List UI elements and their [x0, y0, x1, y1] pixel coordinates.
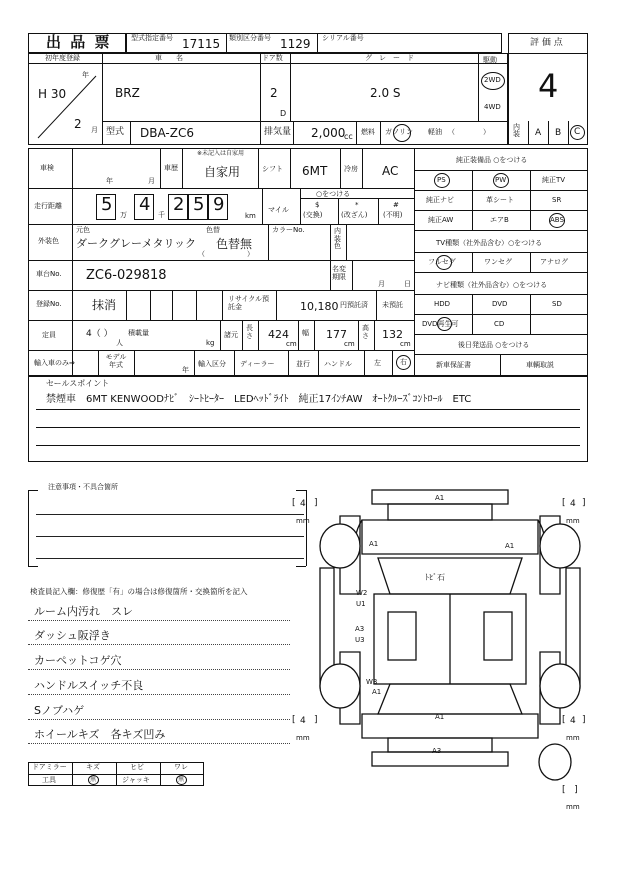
model-label: 型式: [106, 127, 125, 137]
genuine-sr: SR: [552, 196, 562, 204]
car-name-label: 車 名: [155, 54, 183, 62]
interior-a: A: [535, 128, 542, 138]
doors: 2: [270, 86, 278, 100]
grade-label: グ レ ー ド: [365, 54, 414, 62]
tv-oneseg: ワンセグ: [484, 258, 512, 266]
score-value: 4: [538, 67, 559, 105]
model: DBA-ZC6: [140, 126, 194, 140]
title-change-label: 名変期限: [332, 265, 346, 282]
history: 自家用: [204, 165, 241, 179]
note-2: ダッシュ阪浮き: [34, 629, 111, 642]
handle-label: ハンドル: [324, 360, 352, 368]
height-cm: cm: [400, 340, 411, 348]
chassis: ZC6-029818: [86, 268, 167, 283]
capacity: 4（ ）: [86, 329, 113, 339]
mileage-digit-3: 2: [173, 194, 185, 215]
tv-analog: アナログ: [540, 258, 568, 266]
mark-right-front: A1: [505, 542, 515, 550]
type-no-label: 型式指定番号: [131, 34, 173, 42]
fuel-label: 燃料: [361, 128, 375, 136]
mile-circle-note: ○をつける: [316, 190, 351, 198]
interior-c: C: [574, 127, 581, 137]
sales-label: セールスポイント: [46, 379, 110, 388]
dims-label: 諸元: [224, 331, 238, 339]
sales-text: 禁煙車 6MT KENWOODﾅﾋﾞ ｼｰﾄﾋｰﾀｰ LEDﾍｯﾄﾞﾗｲﾄ 純正17ｲﾝﾁAW ｵｰﾄｸﾙｰｽﾞｺﾝﾄﾛｰﾙ ETC: [46, 394, 472, 405]
tire-fl-mm: mm: [296, 517, 310, 525]
note-4: ハンドルスイッチ不良: [34, 679, 144, 692]
length-label: 長さ: [246, 324, 253, 340]
first-reg-era: H 30: [38, 87, 67, 101]
page-title: 出 品 票: [46, 33, 112, 51]
dealer: ディーラー: [240, 360, 275, 368]
genuine-navi: 純正ナビ: [426, 196, 454, 204]
history-note: ※未記入は自家用: [197, 150, 245, 157]
shaken-month: 月: [148, 177, 155, 185]
tire-rl-mm: mm: [296, 734, 310, 742]
length-cm: cm: [286, 340, 297, 348]
shaken-year: 年: [106, 177, 113, 185]
load-label: 積載量: [128, 329, 149, 337]
length: 424: [268, 328, 289, 341]
navi-cd: CD: [494, 320, 505, 328]
mileage-label: 走行距離: [34, 202, 62, 210]
tire-rl-bracket: [: [292, 715, 296, 725]
legend-mirror: ドアミラー: [32, 763, 67, 771]
class-no: 1129: [280, 37, 311, 51]
interior-label: 内装: [513, 123, 520, 138]
legend-scratch: キズ: [86, 763, 100, 771]
unknown-text: (不明): [383, 211, 403, 219]
note-3: カーペットコゲ穴: [34, 654, 122, 667]
tamper-sym: *: [355, 201, 359, 209]
mark-w3: W3: [366, 678, 378, 686]
legend-tools-value: 無: [90, 776, 97, 783]
displacement-label: 排気量: [264, 127, 292, 137]
shaken-label: 車検: [40, 164, 54, 172]
shift-label: シフト: [262, 165, 283, 173]
color-label: 外装色: [38, 237, 59, 245]
mark-front: A1: [435, 494, 445, 502]
title-month: 月: [378, 280, 385, 288]
interior-b: B: [555, 128, 562, 138]
color-paren: （ ）: [198, 250, 254, 258]
genuine-aw: 純正AW: [428, 216, 454, 224]
genuine-abs: ABS: [550, 216, 564, 224]
mark-windshield: ﾄﾋﾞ石: [425, 573, 445, 582]
tire-rl-bracket-r: ]: [314, 715, 318, 725]
later-warranty: 新車保証書: [436, 361, 471, 369]
note-6: ホイールキズ 各キズ凹み: [34, 728, 166, 741]
sales-block: [28, 376, 588, 462]
notes-label: 注意事項・不具合箇所: [48, 483, 118, 491]
title-day: 日: [404, 280, 411, 288]
shift: 6MT: [302, 164, 328, 178]
tire-rr-mm: mm: [566, 734, 580, 742]
tire-fl-bracket-r: ]: [314, 498, 318, 508]
cooler: AC: [382, 164, 399, 178]
note-5: Sノブハゲ: [34, 704, 85, 717]
mark-u1: U1: [356, 600, 366, 608]
tv-label: TV種類（社外品含む）○をつける: [436, 239, 543, 247]
cc-unit: cc: [344, 132, 353, 141]
navi-dvd-play: DVD再生可: [422, 320, 459, 328]
chassis-label: 車台No.: [36, 270, 62, 278]
color-change: 色替無: [216, 237, 253, 251]
height: 132: [382, 328, 403, 341]
drive-label: 駆動: [483, 56, 497, 64]
genuine-tv: 純正TV: [542, 176, 566, 184]
width: 177: [326, 328, 347, 341]
fuel-diesel: 軽油: [428, 128, 442, 136]
exchange-text: (交換): [303, 211, 323, 219]
mark-w2: W2: [356, 589, 368, 597]
legend-tools: 工具: [42, 776, 56, 784]
mark-a3: A3: [355, 625, 365, 633]
mileage-digit-2: 4: [139, 194, 151, 215]
tire-fr-mm: mm: [566, 517, 580, 525]
note-1: ルーム内汚れ スレ: [34, 605, 133, 618]
reg-label: 登録No.: [36, 300, 62, 308]
notes-bracket: [28, 490, 306, 566]
genuine-pw: PW: [495, 176, 507, 184]
tire-rl-depth: 4: [300, 716, 306, 726]
legend-crack: ヒビ: [130, 763, 144, 771]
score-label: 評 価 点: [530, 38, 563, 48]
mileage-digit-4: 5: [193, 194, 205, 215]
model-year-suffix: 年: [182, 366, 189, 374]
legend-jack: ジャッキ: [122, 776, 150, 784]
unknown-sym: #: [393, 201, 399, 209]
mark-left-rear: A1: [372, 688, 382, 696]
km-unit: km: [245, 212, 256, 220]
navi-label: ナビ種類（社外品含む）○をつける: [436, 281, 548, 289]
mile-label: マイル: [268, 206, 289, 214]
mark-left-front: A1: [369, 540, 379, 548]
car-name: BRZ: [115, 86, 140, 100]
reg: 抹消: [92, 298, 117, 312]
navi-hdd: HDD: [434, 300, 451, 308]
fuel-other: （ ）: [448, 128, 490, 136]
genuine-ps: PS: [437, 176, 446, 184]
import-label: 輸入車のみ⇒: [34, 359, 75, 367]
tire-rr-bracket-r: ]: [582, 715, 586, 725]
recycle-label: リサイクル預託金: [228, 295, 270, 312]
color-no-field: カラーNo.: [272, 226, 305, 234]
class-no-label: 類別区分番号: [229, 34, 271, 42]
recycle-none: 未預託: [382, 301, 403, 309]
interior-color-label: 内装色: [334, 227, 341, 251]
year-suffix: 年: [82, 71, 89, 79]
color-orig-label: 元色: [76, 226, 90, 234]
inspector-label: 検査員記入欄：修復歴「有」の場合は修復箇所・交換箇所を記入: [30, 587, 248, 596]
genuine-airbag: エアB: [490, 216, 509, 224]
displacement: 2,000: [311, 126, 346, 140]
tire-fl-bracket: [: [292, 498, 296, 508]
parallel: 並行: [296, 360, 310, 368]
kg-unit: kg: [206, 339, 215, 347]
drive-2wd: 2WD: [484, 76, 501, 84]
width-cm: cm: [344, 340, 355, 348]
man-unit: 万: [120, 211, 127, 219]
first-reg-month: 2: [74, 117, 82, 131]
tv-fullseg: フルセグ: [428, 258, 456, 266]
handle-left: 左: [374, 359, 381, 367]
model-year-label: モデル年式: [105, 353, 127, 369]
tire-fr-bracket: [: [562, 498, 566, 508]
cooler-label: 冷房: [344, 165, 358, 173]
grade: 2.0 S: [370, 86, 401, 100]
tire-fr-bracket-r: ]: [582, 498, 586, 508]
tire-rr-depth: 4: [570, 716, 576, 726]
doors-label: ドア数: [262, 54, 283, 62]
person-unit: 人: [116, 339, 123, 347]
legend-jack-value: 無: [178, 776, 185, 783]
mileage-digit-5: 9: [213, 194, 225, 215]
mark-u3: U3: [355, 636, 365, 644]
recycle-deposit: 円預託済: [340, 301, 368, 309]
tire-rr-bracket: [: [562, 715, 566, 725]
type-no: 17115: [182, 37, 221, 51]
spare-mm: mm: [566, 803, 580, 811]
car-diagram: [300, 476, 600, 816]
recycle: 10,180: [300, 300, 339, 313]
month-suffix: 月: [91, 126, 98, 134]
tamper-text: (改ざん): [341, 211, 368, 219]
handle-right: 右: [400, 358, 407, 366]
later-manual: 車輌取説: [526, 361, 554, 369]
exchange-sym: $: [315, 201, 320, 209]
serial-label: シリアル番号: [322, 34, 364, 42]
tire-fr-depth: 4: [570, 499, 576, 509]
fuel-gas: ガソリン: [385, 128, 413, 136]
color-change-label: 色替: [206, 226, 220, 234]
navi-sd: SD: [552, 300, 562, 308]
capacity-label: 定員: [42, 331, 56, 339]
height-label: 高さ: [362, 324, 369, 340]
mark-rear-bumper: A3: [432, 747, 442, 755]
import-type-label: 輸入区分: [198, 360, 226, 368]
history-label: 車歴: [164, 164, 178, 172]
legend-break: ワレ: [174, 763, 188, 771]
door-type: D: [280, 109, 287, 118]
mileage-digit-1: 5: [101, 194, 113, 215]
mark-rear: A1: [435, 713, 445, 721]
first-reg-label: 初年度登録: [45, 54, 80, 62]
tire-fl-depth: 4: [300, 499, 306, 509]
color: ダークグレーメタリック: [76, 237, 197, 250]
later-label: 後日発送品 ○をつける: [458, 341, 530, 349]
drive-4wd: 4WD: [484, 103, 501, 111]
genuine-leather: 革シート: [486, 196, 514, 204]
spare-bracket: [ ]: [562, 785, 578, 795]
genuine-label: 純正装備品 ○をつける: [456, 156, 528, 164]
width-label: 幅: [302, 329, 309, 337]
sen-unit: 千: [158, 211, 165, 219]
navi-dvd: DVD: [492, 300, 508, 308]
